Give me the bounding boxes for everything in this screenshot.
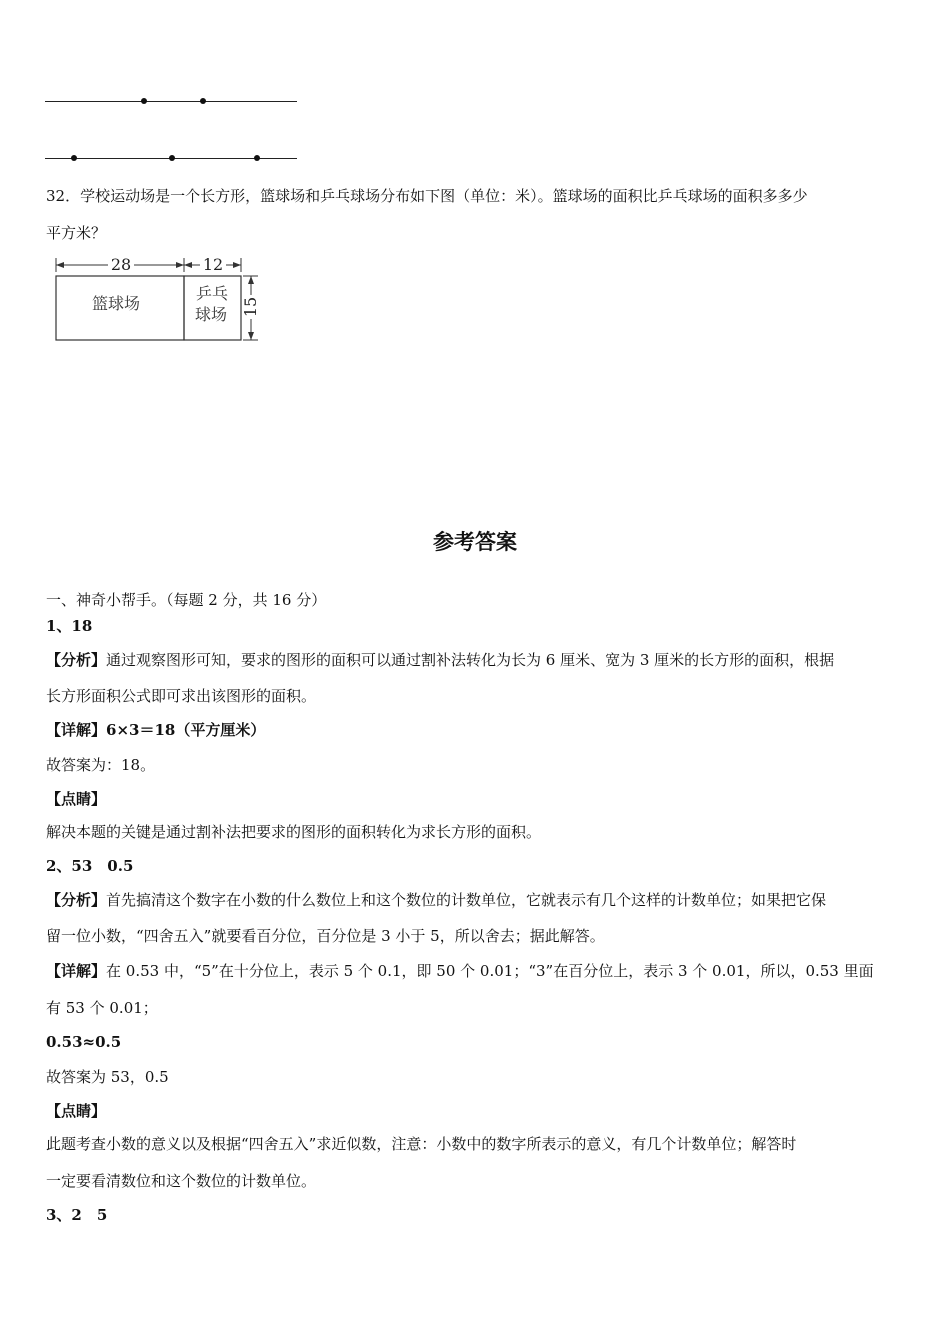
answer-2-analysis: 【分析】首先搞清这个数字在小数的什么数位上和这个数位的计数单位，它就表示有几个这样的计数单位；如果把它保 (46, 891, 827, 909)
detail-tag: 【详解】 (46, 962, 107, 980)
analysis-tag: 【分析】 (46, 891, 107, 909)
number-line-2-point (169, 155, 175, 161)
answer-2-point-cont: 一定要看清数位和这个数位的计数单位。 (46, 1172, 317, 1190)
dim-pingpong-label: 12 (202, 255, 224, 274)
answer-1-final: 故答案为：18。 (46, 756, 156, 774)
question-32-text-cont: 平方米？ (46, 224, 107, 242)
question-32-text: 32．学校运动场是一个长方形，篮球场和乒乓球场分布如下图（单位：米）。篮球场的面积比乒乓球场的面积多多少 (46, 187, 808, 205)
answer-2-number: 2、53 0.5 (46, 857, 134, 875)
answer-2-approx: 0.53≈0.5 (46, 1033, 122, 1051)
pingpong-label-2: 球场 (194, 305, 228, 324)
answer-3-number: 3、2 5 (46, 1206, 108, 1224)
detail-tag: 【详解】 (46, 721, 107, 739)
number-line-2-point (254, 155, 260, 161)
answer-2-detail: 【详解】在 0.53 中，“5”在十分位上，表示 5 个 0.1，即 50 个 0.01；“3”在百分位上，表示 3 个 0.01，所以，0.53 里面 (46, 962, 874, 980)
number-line-1-point (200, 98, 206, 104)
dim-height-label: 15 (241, 296, 260, 318)
answer-1-point-tag: 【点睛】 (46, 790, 107, 808)
answer-1-detail: 【详解】6×3＝18（平方厘米） (46, 721, 266, 739)
answer-title: 参考答案 (433, 530, 517, 554)
answer-2-detail-cont: 有 53 个 0.01； (46, 999, 158, 1017)
basketball-label: 篮球场 (91, 294, 141, 313)
answer-1-number: 1、18 (46, 617, 93, 635)
answer-1-analysis-cont: 长方形面积公式即可求出该图形的面积。 (46, 687, 317, 705)
field-diagram (50, 254, 265, 346)
dim-basketball-label: 28 (110, 255, 132, 274)
answer-2-point-tag: 【点睛】 (46, 1102, 107, 1120)
answer-2-point: 此题考查小数的意义以及根据“四舍五入”求近似数，注意：小数中的数字所表示的意义，有几个计数单位；解答时 (46, 1135, 797, 1153)
answer-2-analysis-cont: 留一位小数，“四舍五入”就要看百分位，百分位是 3 小于 5，所以舍去；据此解答。 (46, 927, 605, 945)
number-line-1 (45, 101, 297, 102)
pingpong-label-1: 乒乓 (195, 284, 229, 303)
answer-1-point: 解决本题的关键是通过割补法把要求的图形的面积转化为求长方形的面积。 (46, 823, 542, 841)
answer-1-analysis: 【分析】通过观察图形可知，要求的图形的面积可以通过割补法转化为长为 6 厘米、宽为 3 厘米的长方形的面积，根据 (46, 651, 835, 669)
answer-2-final: 故答案为 53，0.5 (46, 1068, 169, 1086)
analysis-tag: 【分析】 (46, 651, 107, 669)
section-1-heading: 一、神奇小帮手。（每题 2 分，共 16 分） (46, 591, 327, 609)
number-line-2-point (71, 155, 77, 161)
number-line-1-point (141, 98, 147, 104)
